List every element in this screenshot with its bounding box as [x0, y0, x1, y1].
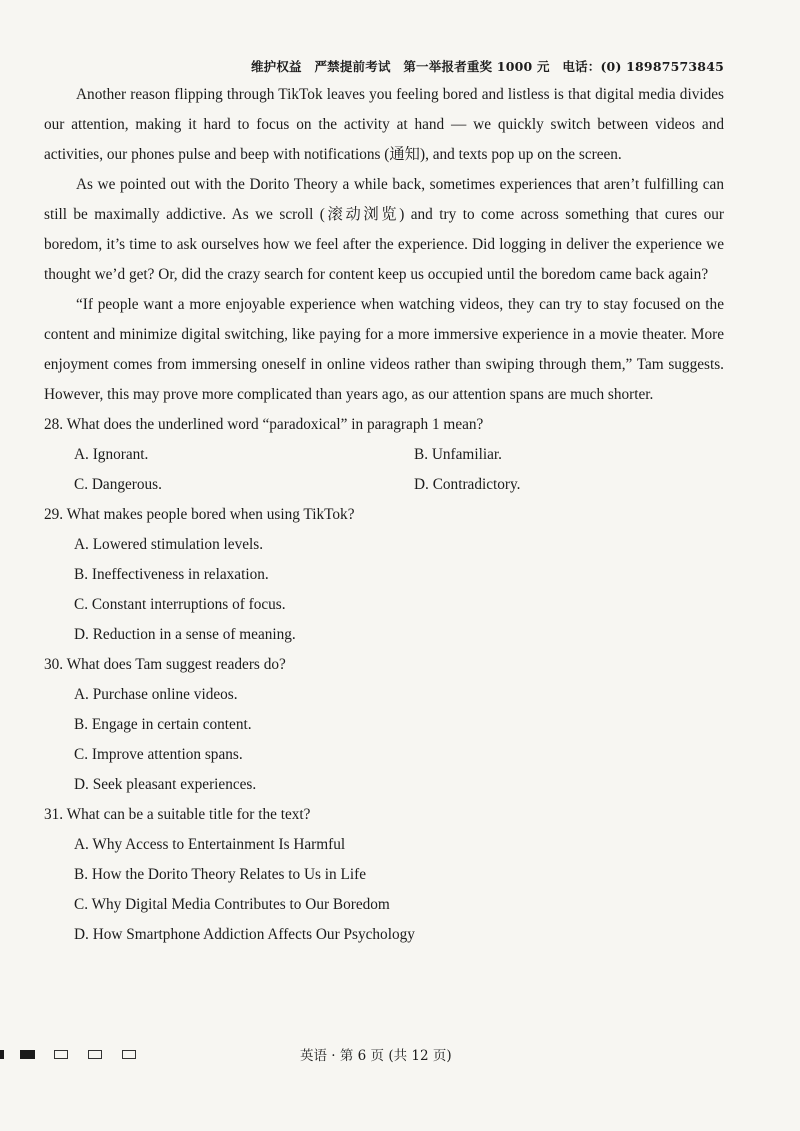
option-a: A. Lowered stimulation levels. [74, 536, 264, 553]
question-stem: 31. What can be a suitable title for the text? [44, 806, 311, 823]
question-29 [44, 500, 724, 650]
option-c: C. Dangerous. [74, 476, 162, 493]
print-mark-icon [20, 1050, 35, 1059]
question-30 [44, 650, 724, 800]
option-a: A. Ignorant. [74, 446, 149, 463]
option-c: C. Improve attention spans. [74, 746, 243, 763]
option-d: D. Contradictory. [414, 476, 521, 493]
document-body [44, 80, 724, 950]
question-stem: 30. What does Tam suggest readers do? [44, 656, 286, 673]
question-28 [44, 410, 724, 500]
passage-paragraph: As we pointed out with the Dorito Theory a while back, sometimes experiences that aren’t fulfilling can still be maximally addictive. As we scroll (滚动浏览) and try to come across something that cures our boredom, it’s time to ask ourselves how we feel after the experience. Did logging in deliver the experience we thought we’d get? Or, did the crazy search for content keep us occupied until the boredom came back again? [44, 176, 724, 283]
option-b: B. Unfamiliar. [414, 446, 502, 463]
option-c: C. Why Digital Media Contributes to Our Boredom [74, 896, 390, 913]
passage-paragraph: “If people want a more enjoyable experience when watching videos, they can try to stay focused on the content and minimize digital switching, like paying for a more immersive experience in a movie theater. More enjoyment comes from immersing oneself in online videos rather than swiping through them,” Tam suggests. However, this may prove more complicated than years ago, as our attention spans are much shorter. [44, 296, 724, 403]
page-header-notice: 维护权益 严禁提前考试 第一举报者重奖 1000 元 电话：(0) 18987573845 [250, 59, 724, 74]
option-d: D. Reduction in a sense of meaning. [74, 626, 296, 643]
option-d: D. How Smartphone Addiction Affects Our Psychology [74, 926, 415, 943]
question-stem: 28. What does the underlined word “paradoxical” in paragraph 1 mean? [44, 416, 484, 433]
print-mark-icon [122, 1050, 136, 1059]
option-b: B. Ineffectiveness in relaxation. [74, 566, 269, 583]
option-b: B. How the Dorito Theory Relates to Us in Life [74, 866, 367, 883]
page-number: 英语 · 第 6 页 (共 12 页) [300, 1048, 452, 1064]
option-d: D. Seek pleasant experiences. [74, 776, 257, 793]
print-mark-icon [88, 1050, 102, 1059]
passage-paragraph: Another reason flipping through TikTok leaves you feeling bored and listless is that digital media divides our attention, making it hard to focus on the activity at hand — we quickly switch between videos and activities, our phones pulse and beep with notifications (通知), and texts pop up on the screen. [44, 86, 724, 163]
option-a: A. Why Access to Entertainment Is Harmful [74, 836, 346, 853]
option-b: B. Engage in certain content. [74, 716, 252, 733]
question-31 [44, 800, 724, 950]
print-mark-icon [0, 1050, 4, 1059]
print-mark-icon [54, 1050, 68, 1059]
question-stem: 29. What makes people bored when using TikTok? [44, 506, 355, 523]
page-footer [0, 1042, 800, 1066]
option-a: A. Purchase online videos. [74, 686, 238, 703]
option-c: C. Constant interruptions of focus. [74, 596, 286, 613]
